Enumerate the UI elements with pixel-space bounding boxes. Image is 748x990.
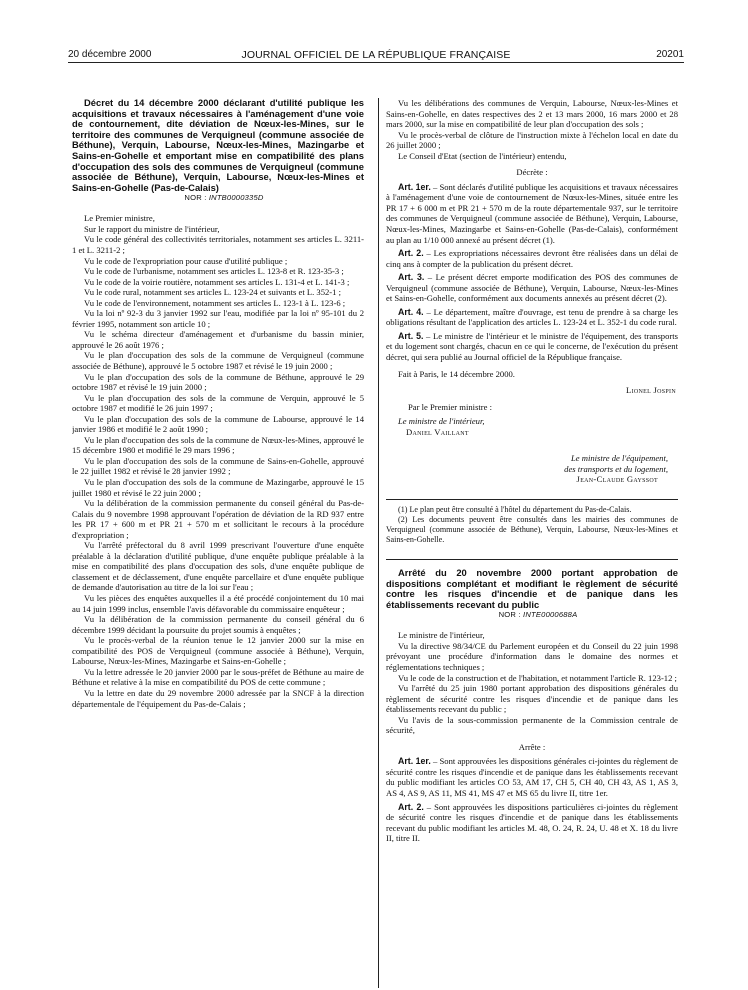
article-label: Art. 3.	[398, 272, 425, 283]
signature-prime-minister: Lionel Jospin	[626, 385, 676, 396]
visa-paragraph: Vu le plan d'occupation des sols de la commune de Béthune, approuvé le 29 octobre 1987 et révisé le 19 juin 2000 ;	[72, 371, 364, 393]
arrete-arrete: Arrête :	[518, 741, 546, 752]
article-text: – Les expropriations nécessaires devront être réalisées dans un délai de cinq ans à compter de la publication du présent décret.	[386, 248, 678, 269]
arrete-title: Arrêté du 20 novembre 2000 portant approbation de dispositions complétant et modifiant le règlement de sécurité contre les risques d'incendie et de panique dans les établissements recevant du public	[386, 566, 678, 610]
visa-paragraph: Vu la loi nº 92-3 du 3 janvier 1992 sur l'eau, modifiée par la loi nº 95-101 du 2 février 1995, notamment son article 10 ;	[72, 308, 364, 329]
article-label: Art. 2.	[398, 248, 424, 259]
left-column	[72, 98, 364, 988]
decree-nor	[72, 193, 364, 203]
page-number: 20201	[656, 49, 684, 60]
arrete-articles	[386, 756, 678, 843]
visa-paragraph: Sur le rapport du ministre de l'intérieur,	[84, 223, 220, 234]
visa-paragraph: Vu le procès-verbal de clôture de l'instruction mixte à l'échelon local en date du 26 juillet 2000 ;	[386, 129, 678, 151]
arrete-visa-paragraph: Vu le code de la construction et de l'habitation, et notamment l'article R. 123-12 ;	[398, 672, 677, 683]
visa-paragraph: Vu le code de la voirie routière, notamment ses articles L. 131-4 et L. 141-3 ;	[84, 276, 350, 287]
arrete-visa-paragraph: Vu la directive 98/34/CE du Parlement européen et du Conseil du 22 juin 1998 prévoyant une procédure d'information dans le domaine des normes et réglementations techniques ;	[386, 640, 678, 672]
visa-paragraph: Vu la lettre adressée le 20 janvier 2000 par le sous-préfet de Béthune au maire de Béthune et relative à la mise en compatibilité du POS de cette commune ;	[72, 666, 364, 688]
visa-paragraph: Vu le plan d'occupation des sols de la commune de Mazingarbe, approuvé le 15 juillet 1980 et révisé le 22 juin 2000 ;	[72, 477, 364, 498]
header-date: 20 décembre 2000	[68, 49, 152, 60]
decree-footnotes	[386, 505, 678, 545]
decree-article	[386, 307, 678, 328]
article-text: – Le ministre de l'intérieur et le ministre de l'équipement, des transports et du logement sont chargés, chacun en ce qui le concerne, de l'exécution du présent décret, qui sera publié au Journal officiel de la République française.	[386, 330, 678, 363]
arrete-article	[386, 756, 678, 798]
article-label: Art. 4.	[398, 306, 424, 317]
visa-paragraph: Vu l'arrêté préfectoral du 8 avril 1999 prescrivant l'ouverture d'une enquête préalable à la déclaration d'utilité publique, d'une enquête publique préalable à la mise en compatibilité des plans d'occupation des sols, d'une enquête publique de classement et de déclassement, d'une enquête parcellaire et d'une enquête publique de demande d'autorisation au titre de la loi sur l'eau ;	[72, 540, 364, 593]
visa-paragraph: Vu le code rural, notamment ses articles L. 123-24 et suivants et L. 352-1 ;	[84, 287, 341, 298]
arrete-article	[386, 802, 678, 844]
visa-paragraph: Vu le code de l'urbanisme, notamment ses articles L. 123-8 et R. 123-35-3 ;	[84, 266, 344, 277]
article-text: – Le département, maître d'ouvrage, est tenu de prendre à sa charge les obligations résultant de l'application des articles L. 123-24 et L. 352-1 du code rural.	[386, 306, 678, 328]
arrete-visa-paragraph: Vu l'avis de la sous-commission permanente de la Commission centrale de sécurité,	[386, 714, 678, 736]
article-text: – Sont approuvées les dispositions générales ci-jointes du règlement de sécurité contre les risques d'incendie et de panique dans les établissements recevant du public modifiant les articles CO 53, AM 17, CH 5, CH 40, CH 43, AS 1, AS 3, AS 4, AS 9, AS 11, MS 41, MS 47 et MS 65 du livre II, titre 1er.	[386, 756, 678, 798]
visa-paragraph: Vu les délibérations des communes de Verquin, Labourse, Nœux-les-Mines et Sains-en-Gohelle, en dates respectives des 2 et 13 mars 2000, 16 mars 2000 et 28 mars 2000, sur la mise en compatibilité de leur plan d'occupation des sols ;	[386, 98, 678, 130]
signature-minister-interior-name: Daniel Vaillant	[406, 426, 469, 437]
arrete-visas	[386, 620, 678, 735]
visa-paragraph: Vu le code de l'environnement, notamment ses articles L. 123-1 à L. 123-6 ;	[84, 297, 346, 308]
running-header	[68, 47, 684, 63]
decree-nor-label: NOR :	[184, 193, 207, 203]
article-label: Art. 1er.	[398, 756, 431, 767]
visa-paragraph: Vu le plan d'occupation des sols de la commune de Sains-en-Gohelle, approuvé le 22 juillet 1982 et révisé le 28 janvier 1992 ;	[72, 455, 364, 477]
visa-paragraph: Le Premier ministre,	[84, 213, 155, 224]
signature-minister-equipment-role-2: des transports et du logement,	[564, 463, 668, 474]
visa-paragraph: Vu la lettre en date du 29 novembre 2000 adressée par la SNCF à la direction départementale de l'équipement du Pas-de-Calais ;	[72, 687, 364, 709]
signature-minister-equipment-role: Le ministre de l'équipement,	[571, 453, 668, 464]
visa-paragraph: Vu le code général des collectivités territoriales, notamment ses articles L. 3211-1 et L. 3211-2 ;	[72, 234, 364, 255]
footnote-rule	[386, 499, 678, 500]
signature-par-label: Par le Premier ministre :	[408, 401, 493, 412]
article-label: Art. 5.	[398, 330, 424, 341]
decree-article	[386, 272, 678, 304]
arrete-nor-label: NOR :	[498, 610, 521, 620]
arrete-visa-paragraph	[386, 620, 678, 630]
decree-title: Décret du 14 décembre 2000 déclarant d'utilité publique les acquisitions et travaux nécessaires à l'aménagement d'une voie de contournement, dite déviation de Nœux-les-Mines, sur le territoire des communes de Verquigneul (commune associée de Béthune), Verquin, Labourse, Nœux-les-Mines, Mazingarbe et Sains-en-Gohelle et emportant mise en compatibilité des plans d'occupation des sols des communes de Verquigneul (commune associée de Béthune), Verquin, Labourse, Nœux-les-Mines et Sains-en-Gohelle (Pas-de-Calais)	[72, 98, 364, 193]
decree-nor-code: INTB0000335D	[208, 193, 264, 203]
article-label: Art. 2.	[398, 801, 424, 812]
decree-fait: Fait à Paris, le 14 décembre 2000.	[398, 368, 515, 379]
signature-minister-equipment-name: Jean-Claude Gayssot	[576, 474, 658, 485]
article-text: – Sont déclarés d'utilité publique les acquisitions et travaux nécessaires à l'aménagement d'une voie de contournement de Nœux-les-Mines, située entre les PR 17 + 6 000 m et PR 21 + 570 m de la route départementale 937, sur le territoire des communes de Verquigneul (commune associée de Béthune), Verquin, Labourse, Nœux-les-Mines, Mazingarbe et Sains-en-Gohelle (Pas-de-Calais), conformément au plan au 1/10 000 annexé au présent décret (1).	[386, 181, 678, 245]
header-title: JOURNAL OFFICIEL DE LA RÉPUBLIQUE FRANÇAISE	[241, 49, 511, 61]
visa-paragraph: Vu le plan d'occupation des sols de la commune de Verquigneul (commune associée de Béthune), approuvé le 5 octobre 1987 et révisé le 19 juin 2000 ;	[72, 350, 364, 371]
visa-paragraph	[72, 203, 364, 213]
article-label: Art. 1er.	[398, 181, 431, 192]
footnote: (1) Le plan peut être consulté à l'hôtel du département du Pas-de-Calais.	[398, 504, 632, 514]
right-column	[386, 98, 678, 988]
article-text: – Le présent décret emporte modification des POS des communes de Verquigneul (commune associée de Béthune), Verquin, Labourse, Nœux-les-Mines et Sains-en-Gohelle, conformément aux documents annexés au présent décret (2).	[386, 272, 678, 304]
visa-paragraph: Vu les pièces des enquêtes auxquelles il a été procédé conjointement du 10 mai au 14 juin 1999 inclus, ensemble l'avis défavorable du commissaire enquêteur ;	[72, 593, 364, 614]
section-separator	[386, 559, 678, 560]
decree-visas-continued	[386, 98, 678, 161]
visa-paragraph: Vu le plan d'occupation des sols de la commune de Labourse, approuvé le 14 janvier 1986 et modifié le 2 août 1990 ;	[72, 413, 364, 435]
decree-visas	[72, 203, 364, 709]
visa-paragraph: Vu le schéma directeur d'aménagement et d'urbanisme du bassin minier, approuvé le 26 août 1976 ;	[72, 329, 364, 350]
footnote: (2) Les documents peuvent être consultés dans les mairies des communes de Verquigneul (commune associée de Béthune), Verquin, Labourse, Nœux-les-Mines et Sains-en-Gohelle.	[386, 514, 678, 544]
arrete-visa-paragraph: Vu l'arrêté du 25 juin 1980 portant approbation des dispositions générales du règlement de sécurité contre les risques d'incendie et de panique dans les établissements recevant du public ;	[386, 683, 678, 715]
signature-minister-interior-role: Le ministre de l'intérieur,	[398, 416, 485, 427]
decree-article	[386, 331, 678, 363]
visa-paragraph: Vu la délibération de la commission permanente du conseil général du 6 décembre 1999 décidant la poursuite du projet soumis à enquêtes ;	[72, 614, 364, 635]
visa-paragraph: Vu le code de l'expropriation pour cause d'utilité publique ;	[84, 255, 288, 266]
visa-paragraph: Le Conseil d'Etat (section de l'intérieur) entendu,	[398, 150, 567, 161]
decree-article	[386, 248, 678, 269]
decree-articles	[386, 182, 678, 363]
visa-paragraph: Vu le plan d'occupation des sols de la commune de Nœux-les-Mines, approuvé le 15 décembre 1980 et modifié le 29 mars 1996 ;	[72, 434, 364, 456]
visa-paragraph: Vu le plan d'occupation des sols de la commune de Verquin, approuvé le 5 octobre 1987 et modifié le 26 juin 1997 ;	[72, 392, 364, 414]
visa-paragraph: Vu le procès-verbal de la réunion tenue le 12 janvier 2000 sur la mise en compatibilité des POS de Verquigneul (commune associée à Béthune), Verquin, Labourse, Nœux-les-Mines, Mazingarbe et Sains-en-Gohelle ;	[72, 635, 364, 667]
arrete-nor	[386, 610, 678, 620]
visa-paragraph: Vu la délibération de la commission permanente du conseil général du Pas-de-Calais du 9 novembre 1998 approuvant l'opération de déviation de la RD 937 entre les PR 17 + 600 m et PR 21 + 570 m et sollicitant le recours à la procédure d'expropriation ;	[72, 498, 364, 540]
header-rule	[68, 62, 684, 63]
arrete-visa-paragraph: Le ministre de l'intérieur,	[398, 630, 485, 641]
article-text: – Sont approuvées les dispositions particulières ci-jointes du règlement de sécurité contre les risques d'incendie et de panique dans les établissements recevant du public modifiant les articles M. 48, O. 24, R. 24, U. 48 et X. 18 du livre II, titre II.	[386, 801, 678, 844]
arrete-nor-code: INTE0000688A	[523, 610, 578, 620]
decree-article	[386, 182, 678, 245]
decree-decrete: Décrète :	[516, 167, 548, 178]
column-rule	[378, 98, 379, 988]
